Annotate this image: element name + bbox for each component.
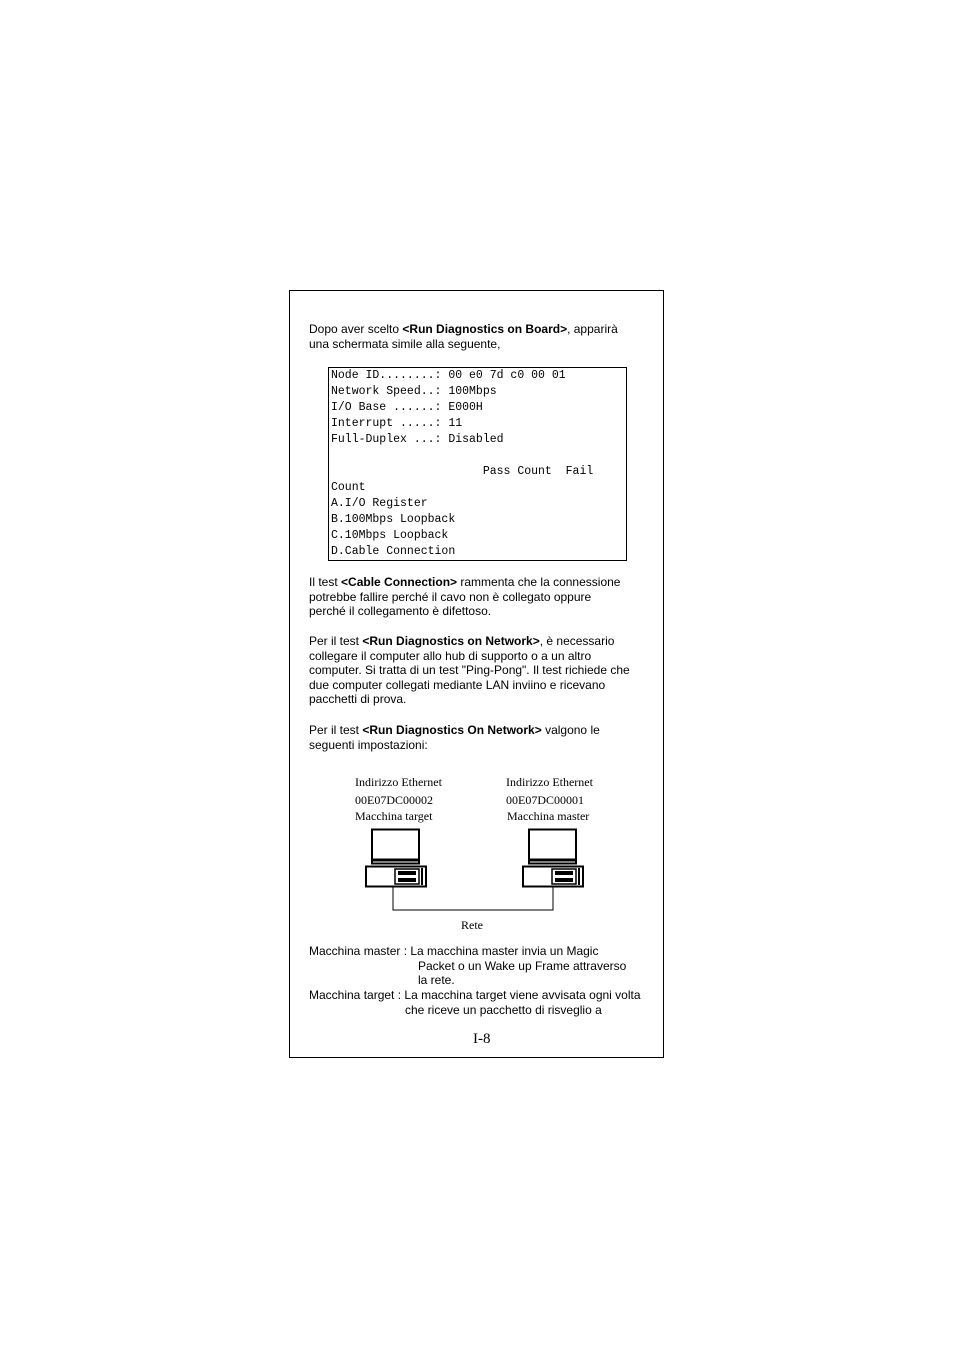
target-ethernet-label: Indirizzo Ethernet (355, 775, 442, 789)
network-line-2: collegare il computer allo hub di supporto o a un altro (309, 648, 592, 663)
screen-line: A.I/O Register (331, 497, 428, 510)
screen-line: C.10Mbps Loopback (331, 529, 449, 542)
network-line-1: Per il test <Run Diagnostics on Network>, è necessario (309, 634, 615, 648)
target-computer-icon (362, 828, 430, 890)
screen-line: B.100Mbps Loopback (331, 513, 456, 526)
settings-line-2: seguenti impostazioni: (309, 737, 428, 752)
master-ethernet-address: 00E07DC00001 (506, 793, 584, 807)
target-role-label: Macchina target (355, 809, 433, 823)
master-computer-icon (519, 828, 587, 890)
intro-paragraph (309, 322, 654, 351)
settings-paragraph (309, 723, 654, 752)
network-label: Rete (461, 918, 483, 932)
master-definition-line-2: Packet o un Wake up Frame attraverso (418, 959, 627, 973)
cable-line-3: perché il collegamento è difettoso. (309, 604, 492, 619)
network-line-5: pacchetti di prova. (309, 692, 407, 707)
network-paragraph (309, 634, 654, 707)
network-line-3: computer. Si tratta di un test "Ping-Pong". Il test richiede che (309, 663, 630, 678)
screen-line: I/O Base ......: E000H (331, 401, 483, 414)
screen-line: Network Speed..: 100Mbps (331, 385, 497, 398)
settings-line-1: Per il test <Run Diagnostics On Network> valgono le (309, 723, 600, 737)
page-number: I-8 (473, 1031, 491, 1047)
target-definition-line-1: Macchina target : La macchina target viene avvisata ogni volta (309, 988, 641, 1002)
network-cable-line (390, 885, 560, 915)
cable-paragraph (309, 575, 654, 619)
intro-line-2: una schermata simile alla seguente, (309, 336, 501, 351)
screen-line: Node ID........: 00 e0 7d c0 00 01 (331, 369, 566, 382)
screen-line: D.Cable Connection (331, 545, 456, 558)
screen-line: Full-Duplex ...: Disabled (331, 433, 504, 446)
intro-line-1: Dopo aver scelto <Run Diagnostics on Board>, apparirà (309, 322, 618, 336)
master-ethernet-label: Indirizzo Ethernet (506, 775, 593, 789)
master-definition-line-3: la rete. (418, 973, 455, 987)
network-line-4: due computer collegati mediante LAN inviino e ricevano (309, 677, 606, 692)
cable-line-1: Il test <Cable Connection> rammenta che la connessione (309, 575, 621, 589)
master-role-label: Macchina master (507, 809, 590, 823)
target-ethernet-address: 00E07DC00002 (355, 793, 433, 807)
master-definition-line-1: Macchina master : La macchina master invia un Magic (309, 944, 599, 958)
screen-line: Count (331, 481, 366, 494)
screen-line: Interrupt .....: 11 (331, 417, 463, 430)
cable-line-2: potrebbe fallire perché il cavo non è collegato oppure (309, 589, 592, 604)
screen-line: Pass Count Fail (331, 465, 594, 478)
target-definition-line-2: che riceve un pacchetto di risveglio a (405, 1003, 602, 1017)
